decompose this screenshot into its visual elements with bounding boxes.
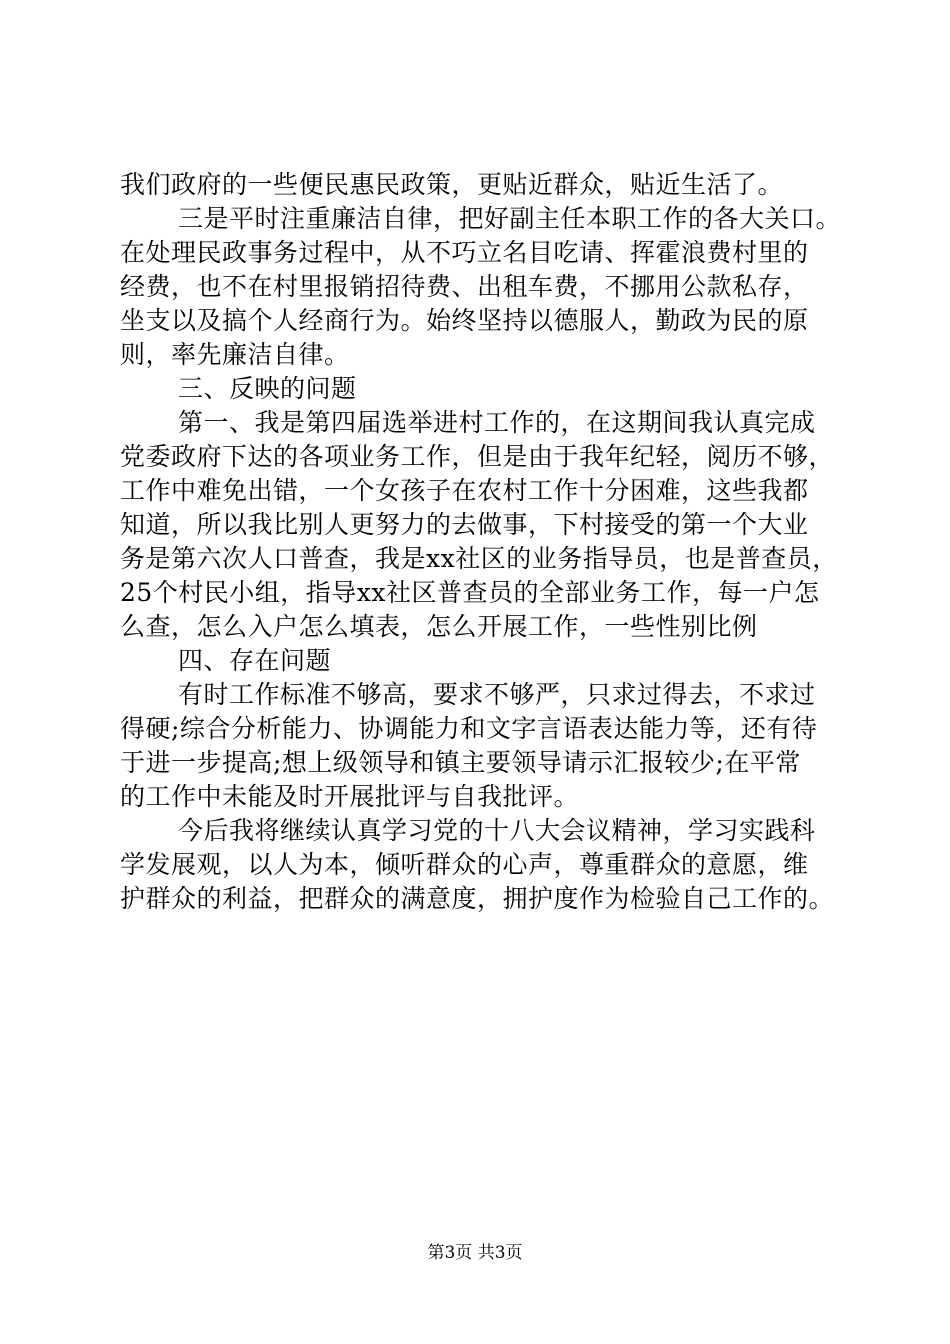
text-line: 今后我将继续认真学习党的十八大会议精神，学习实践科 bbox=[178, 816, 816, 845]
text-line: 的工作中未能及时开展批评与自我批评。 bbox=[120, 782, 580, 811]
section-heading: 三、反映的问题 bbox=[178, 374, 357, 403]
text-line: 工作中难免出错，一个女孩子在农村工作十分困难，这些我都 bbox=[120, 476, 809, 505]
text-line: 学发展观，以人为本，倾听群众的心声，尊重群众的意愿，维 bbox=[120, 850, 809, 879]
text-line: 护群众的利益，把群众的满意度，拥护度作为检验自己工作的。 bbox=[120, 884, 835, 913]
text-line: 25个村民小组，指导xx社区普查员的全部业务工作，每一户怎 bbox=[120, 578, 820, 607]
text-line: 坐支以及搞个人经商行为。始终坚持以德服人，勤政为民的原 bbox=[120, 306, 809, 335]
text-line: 有时工作标准不够高，要求不够严，只求过得去，不求过 bbox=[178, 680, 816, 709]
text-line: 在处理民政事务过程中，从不巧立名目吃请、挥霍浪费村里的 bbox=[120, 238, 809, 267]
text-line: 知道，所以我比别人更努力的去做事，下村接受的第一个大业 bbox=[120, 510, 809, 539]
text-line: 第一、我是第四届选举进村工作的，在这期间我认真完成 bbox=[178, 408, 816, 437]
page-number-footer: 第3页 共3页 bbox=[427, 1243, 523, 1263]
text-line: 于进一步提高;想上级领导和镇主要领导请示汇报较少;在平常 bbox=[120, 748, 801, 777]
text-line: 三是平时注重廉洁自律，把好副主任本职工作的各大关口。 bbox=[178, 204, 842, 233]
text-line: 么查，怎么入户怎么填表，怎么开展工作，一些性别比例 bbox=[120, 612, 758, 641]
text-line: 经费，也不在村里报销招待费、出租车费，不挪用公款私存， bbox=[120, 272, 809, 301]
text-line: 则，率先廉洁自律。 bbox=[120, 340, 350, 369]
text-line: 我们政府的一些便民惠民政策，更贴近群众，贴近生活了。 bbox=[120, 170, 784, 199]
text-line: 得硬;综合分析能力、协调能力和文字言语表达能力等，还有待 bbox=[120, 714, 818, 743]
section-heading: 四、存在问题 bbox=[178, 646, 332, 675]
text-line: 党委政府下达的各项业务工作，但是由于我年纪轻，阅历不够， bbox=[120, 442, 835, 471]
text-line: 务是第六次人口普查，我是xx社区的业务指导员，也是普查员， bbox=[120, 544, 838, 573]
